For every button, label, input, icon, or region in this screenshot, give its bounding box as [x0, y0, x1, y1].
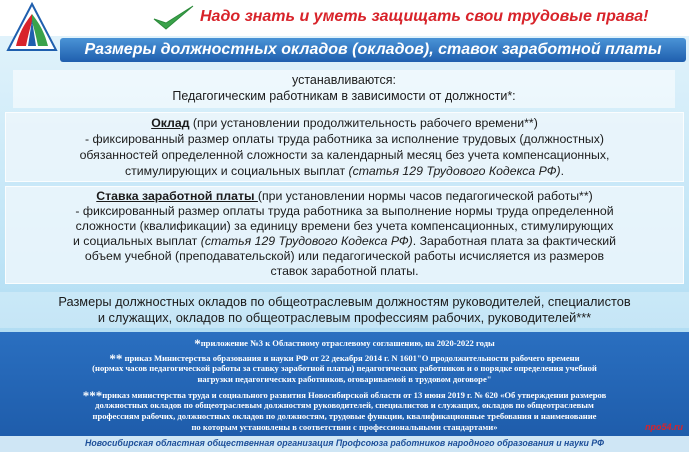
summary-line-2: и служащих, окладов по общеотраслевым профессиям рабочих, руководителей*** [97, 310, 592, 325]
intro-box [13, 70, 675, 108]
stavka-term: Ставка заработной платы [96, 189, 258, 203]
footnote-1-mark: * [194, 336, 201, 351]
intro-line-1: устанавливаются: [291, 73, 396, 87]
oklad-line-3: обязанностей определенной сложности за календарный месяц без учета компенсационных, [79, 148, 610, 162]
footnote-2-text: приказ Министерства образования и науки РФ от 22 декабря 2014 г. N 1601"О продолжительности рабочего времени [122, 353, 580, 363]
stavka-heading [5, 189, 684, 203]
stavka-line-3: сложности (квалификации) за единицу времени без учета компенсационных, стимулирующих [75, 219, 614, 233]
stavka-line-5: объем учебной (преподавательской) или педагогической работы исчисляется из размеров [84, 249, 605, 263]
oklad-line-4-end: . [560, 164, 564, 178]
oklad-panel [5, 112, 684, 182]
oklad-term: Оклад [151, 116, 190, 130]
oklad-line-4 [5, 164, 684, 178]
footnote-2-line-3: нагрузки педагогических работников, оговариваемой в трудовом договоре" [197, 374, 492, 384]
stavka-line-2: - фиксированный размер оплаты труда работника за выполнение нормы труда определенной [75, 204, 614, 218]
stavka-line-4 [5, 234, 684, 248]
footnote-3-line-2: должностных окладов по общеотраслевым должностям руководителей, специалистов и служащих, окладов по общеотраслевым [95, 400, 594, 410]
oklad-heading [5, 116, 684, 130]
oklad-line-4-text: стимулирующих и социальных выплат [124, 164, 349, 178]
footnote-3-line-4: по которым установлены в соответствии с профессиональными стандартами» [191, 422, 498, 432]
oklad-term-note: (при установлении продолжительность рабочего времени**) [189, 116, 538, 130]
summary-box [0, 292, 689, 328]
stavka-term-note: (при установлении нормы часов педагогической работы**) [257, 189, 593, 203]
footnote-3-mark: *** [82, 388, 103, 403]
title-bar [60, 38, 686, 62]
footer-bar [0, 436, 689, 452]
footnote-1 [0, 336, 689, 352]
header [0, 0, 689, 36]
footnote-1-text: приложение №3 к Областному отраслевому соглашению, на 2020-2022 годы [200, 338, 495, 348]
footnote-2-line-2: (нормах часов педагогической работы за ставку заработной платы) педагогических работников и о порядке определения учебной [92, 363, 597, 373]
oklad-law-ref: (статья 129 Трудового Кодекса РФ) [348, 164, 561, 178]
summary-line-1: Размеры должностных окладов по общеотраслевым должностям руководителей, специалистов [58, 294, 631, 309]
footnote-3-line-3: профессиям рабочих, должностных окладов по должностям, трудовые функции, квалификационные требования и наименование [92, 411, 597, 421]
stavka-line-6: ставок заработной платы. [270, 264, 419, 278]
footnotes [0, 332, 689, 452]
stavka-line-4-text: и социальных выплат [72, 234, 201, 248]
footnote-2-mark: ** [109, 351, 123, 366]
union-logo-icon [6, 2, 58, 54]
oklad-line-2: - фиксированный размер оплаты труда работника за исполнение трудовых (должностных) [85, 132, 604, 146]
checkmark-icon [150, 3, 196, 33]
stavka-line-4-end: . Заработная плата за фактический [412, 234, 617, 248]
stavka-panel [5, 186, 684, 284]
intro-line-2: Педагогическим работникам в зависимости от должности*: [172, 89, 516, 103]
organization-name: Новосибирская областная общественная организация Профсоюза работников народного образования и науки РФ [84, 438, 605, 448]
slogan: Надо знать и уметь защищать свои трудовые права! [200, 8, 649, 25]
site-link[interactable]: npo54.ru [644, 422, 683, 432]
footnote-3-text: приказ министерства труда и социального развития Новосибирской области от 13 июня 2019 г. № 620 «Об утверждении размеров [102, 390, 607, 400]
stavka-law-ref: (статья 129 Трудового Кодекса РФ) [200, 234, 413, 248]
page-title: Размеры должностных окладов (окладов), ставок заработной платы [84, 41, 662, 58]
